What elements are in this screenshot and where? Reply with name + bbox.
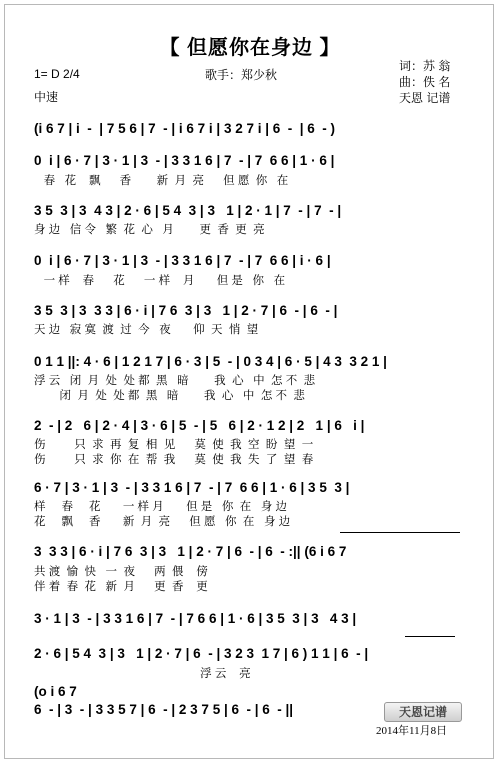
lyric-line-8: 天 边 寂 寞 渡 过 今 夜 仰 天 悄 望 [34, 324, 259, 336]
lyric-line-14: 伤 只 求 你 在 帮 我 莫 使 我 失 了 望 春 [34, 454, 314, 466]
lyric-line-6: 一 样 春 花 一 样 月 但 是 你 在 [34, 275, 286, 287]
lyric-line-20: 伴 着 春 花 新 月 更 香 更 [34, 581, 208, 593]
score-line-1: 0 i | 6 · 7 | 3 · 1 | 3 - | 3 3 1 6 | 7 - | 7 6 6 | 1 · 6 | [34, 153, 335, 168]
lyric-line-4: 身 边 信 令 繁 花 心 月 更 香 更 亮 [34, 224, 265, 236]
score-line-24: (o i 6 7 [34, 684, 77, 699]
first-ending-bracket [340, 532, 460, 533]
tempo: 中速 [34, 90, 59, 104]
lyric-line-23: 浮 云 亮 [34, 668, 251, 680]
lyric-line-17: 花 飘 香 新 月 亮 但 愿 你 在 身 边 [34, 516, 291, 528]
lyric-line-19: 共 渡 愉 快 一 夜 两 偎 傍 [34, 566, 208, 578]
lyricist-credit: 词：苏 翁 [399, 59, 451, 73]
singer-credit: 歌手：郑少秋 [205, 68, 278, 82]
lyric-line-16: 样 春 花 一 样 月 但 是 你 在 身 边 [34, 501, 288, 513]
composer-credit: 曲：佚 名 [399, 75, 451, 89]
second-ending-bracket [405, 636, 455, 637]
lyric-line-13: 伤 只 求 再 复 相 见 莫 使 我 空 盼 望 一 [34, 439, 314, 451]
key-text: 1= D [34, 67, 60, 81]
score-line-15: 6 · 7 | 3 · 1 | 3 - | 3 3 1 6 | 7 - | 7 6 6 | 1 · 6 | 3 5 3 | [34, 480, 350, 495]
lyric-line-10: 浮 云 闭 月 处 处 都 黑 暗 我 心 中 怎 不 悲 [34, 375, 316, 387]
time-signature: 2/4 [63, 67, 80, 81]
score-line-21: 3 · 1 | 3 - | 3 3 1 6 | 7 - | 7 6 6 | 1 · 6 | 3 5 3 | 3 4 3 | [34, 611, 357, 626]
score-line-18: 3 3 3 | 6 · i | 7 6 3 | 3 1 | 2 · 7 | 6 - | 6 - :|| (6 i 6 7 [34, 544, 347, 559]
song-title: 【 但愿你在身边 】 [159, 37, 341, 59]
score-line-12: 2 - | 2 6 | 2 · 4 | 3 · 6 | 5 - | 5 6 | 2 · 1 2 | 2 1 | 6 i | [34, 418, 365, 433]
score-line-5: 0 i | 6 · 7 | 3 · 1 | 3 - | 3 3 1 6 | 7 - | 7 6 6 | i · 6 | [34, 253, 331, 268]
score-line-22: 2 · 6 | 5 4 3 | 3 1 | 2 · 7 | 6 - | 3 2 3 1 7 | 6 ) 1 1 | 6 - | [34, 646, 369, 661]
score-line-0: (i 6 7 | i - | 7 5 6 | 7 - | i 6 7 i | 3 2 7 i | 6 - | 6 - ) [34, 121, 336, 136]
transcriber-credit: 天恩 记谱 [399, 91, 451, 105]
transcription-date: 2014年11月8日 [376, 725, 448, 737]
score-line-25: 6 - | 3 - | 3 3 5 7 | 6 - | 2 3 7 5 | 6 - | 6 - || [34, 702, 294, 717]
score-line-7: 3 5 3 | 3 3 3 | 6 · i | 7 6 3 | 3 1 | 2 · 7 | 6 - | 6 - | [34, 303, 338, 318]
key-signature [34, 67, 80, 82]
lyric-line-2: 春 花 飘 香 新 月 亮 但 愿 你 在 [34, 175, 289, 187]
score-line-3: 3 5 3 | 3 4 3 | 2 · 6 | 5 4 3 | 3 1 | 2 · 1 | 7 - | 7 - | [34, 203, 342, 218]
lyric-line-11: 闭 月 处 处 都 黑 暗 我 心 中 怎 不 悲 [34, 390, 305, 402]
score-line-9: 0 1 1 ||: 4 · 6 | 1 2 1 7 | 6 · 3 | 5 - | 0 3 4 | 6 · 5 | 4 3 3 2 1 | [34, 354, 387, 369]
transcriber-stamp: 天恩记谱 [384, 702, 462, 722]
